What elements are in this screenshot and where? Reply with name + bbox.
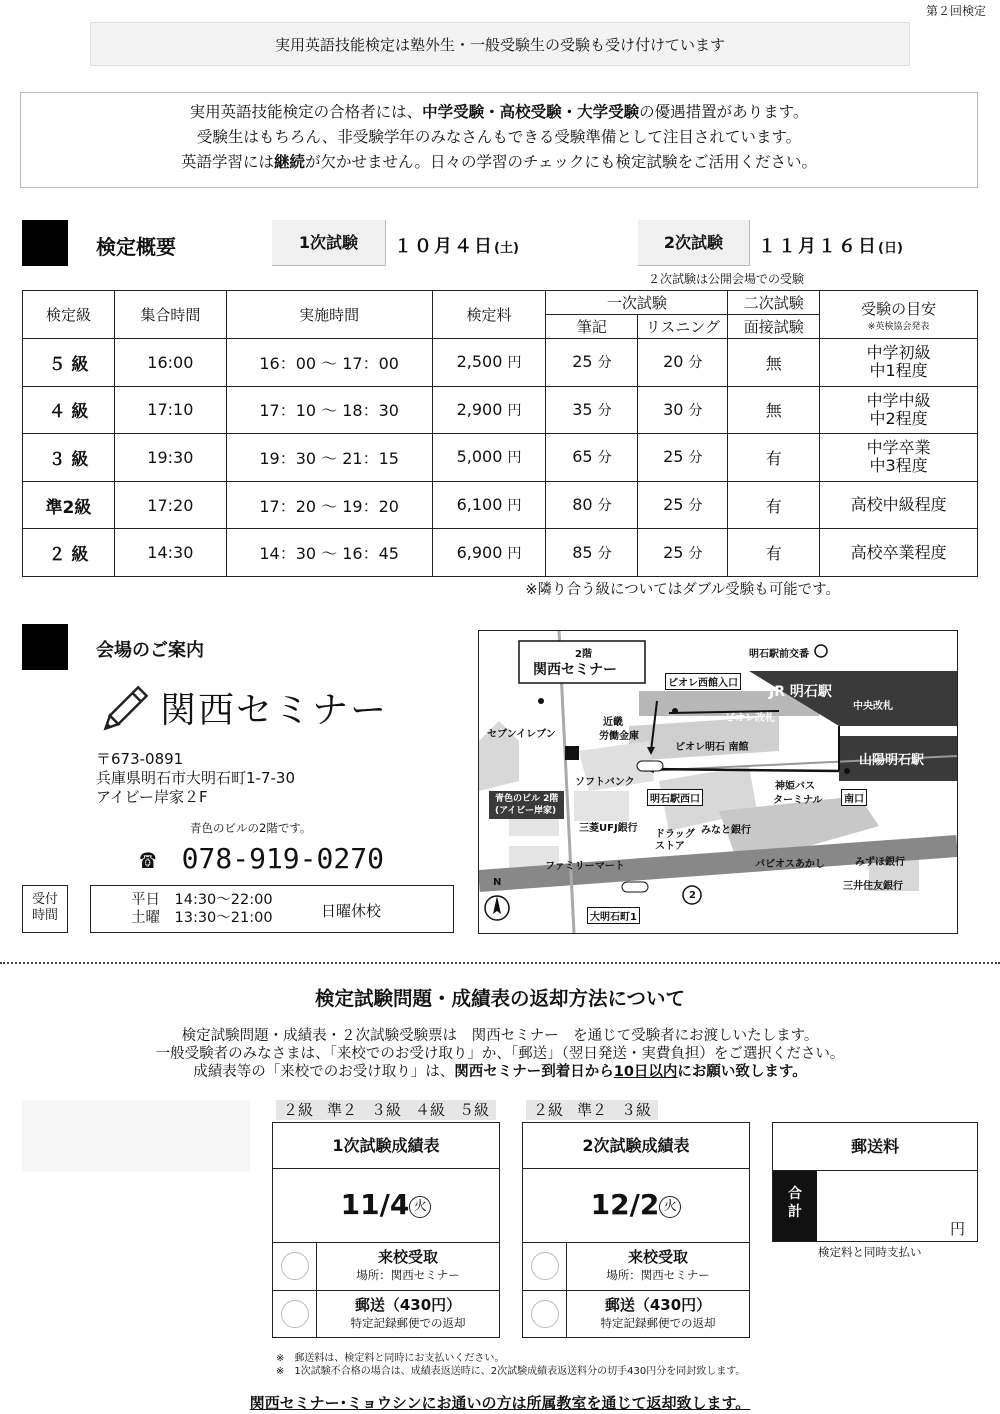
map-terminal: ターミナル — [773, 795, 823, 806]
table-row — [23, 339, 978, 387]
map-smbc: 三井住友銀行 — [843, 881, 903, 892]
exam1-label: 1次試験 — [272, 220, 386, 266]
map-blue-building: 青色のビル 2階 (アイビー岸家) — [489, 791, 564, 819]
cell-interview: 有 — [728, 529, 820, 577]
cell-target: 中学中級 中2程度 — [820, 386, 978, 434]
cell-time: 14：30 ～ 16：45 — [226, 529, 432, 577]
map-koban: 明石駅前交番 — [749, 649, 809, 660]
checkbox[interactable] — [523, 1243, 567, 1290]
map-drug1: ドラッグ — [655, 829, 695, 840]
card2-grades — [526, 1100, 658, 1120]
total-label: 合 計 — [773, 1171, 817, 1241]
header-gather: 集合時間 — [114, 291, 226, 339]
map-piole-west: ピオレ西館入口 — [665, 673, 741, 690]
exam-table-body — [23, 339, 978, 577]
yen-unit: 円 — [949, 1220, 965, 1238]
school-logo-text: 関西セミナー — [160, 690, 389, 731]
closed-day: 日曜休校 — [321, 902, 382, 920]
footnotes — [276, 1352, 745, 1378]
cell-interview: 無 — [728, 386, 820, 434]
exam-round: 第２回検定 — [925, 4, 986, 18]
map-seven-eleven: セブンイレブン — [487, 729, 556, 740]
map-rokin: 労働金庫 — [599, 731, 639, 742]
cell-written: 65 分 — [546, 434, 638, 482]
dotted-divider — [0, 962, 1000, 964]
cell-grade: ２ 級 — [23, 529, 115, 577]
cell-grade: ３ 級 — [23, 434, 115, 482]
phone-line — [140, 842, 384, 875]
cell-listening: 20 分 — [638, 339, 728, 387]
exam1-date: １０月４日(土) — [394, 236, 519, 257]
cell-target: 中学初級 中1程度 — [820, 339, 978, 387]
cell-target: 高校中級程度 — [820, 481, 978, 529]
map-jr-station: JR 明石駅 — [769, 684, 832, 700]
card2-option-mail[interactable]: 郵送（430円） 特定記録郵便での返却 — [523, 1290, 749, 1337]
header-interview: 面接試験 — [728, 315, 820, 339]
map-school: 関西セミナー — [533, 662, 617, 678]
map-central-gate: 中央改札 — [853, 701, 893, 712]
address-block — [96, 750, 295, 807]
postal-code: 〒673-0891 — [96, 750, 184, 768]
map-softbank: ソフトバンク — [575, 777, 635, 788]
checkbox[interactable] — [523, 1291, 567, 1337]
return-line-2: 一般受験者のみなさまは、「来校でのお受け取り」か、「郵送」（翌日発送・実費負担）をご選択ください。 — [155, 1046, 845, 1062]
map-route-num: 2 — [689, 890, 696, 901]
checkbox[interactable] — [273, 1243, 317, 1290]
map-piole-gate: ピオレ改札 — [725, 713, 775, 724]
cell-fee: 6,900 円 — [432, 529, 546, 577]
cell-written: 25 分 — [546, 339, 638, 387]
table-row — [23, 529, 978, 577]
map-nishiguchi: 明石駅西口 — [647, 789, 703, 806]
cell-grade: 準2級 — [23, 481, 115, 529]
table-row — [23, 481, 978, 529]
access-map — [478, 630, 958, 934]
header-written: 筆記 — [546, 315, 638, 339]
map-kinki: 近畿 — [603, 717, 623, 728]
street-address: 兵庫県明石市大明石町1-7-30 — [96, 769, 296, 787]
header-target: 受験の目安 ※英検協会発表 — [820, 291, 978, 339]
exam2-date: １１月１６日(日) — [758, 236, 903, 257]
return-line-3: 成績表等の「来校でのお受け取り」は、関西セミナー到着日から10日以内にお願い致します。 — [193, 1064, 807, 1080]
cell-fee: 2,500 円 — [432, 339, 546, 387]
header-first-exam: 一次試験 — [546, 291, 728, 315]
blank-field — [22, 1100, 250, 1172]
exam2-note: ２次試験は公開会場での受験 — [648, 272, 805, 286]
map-floor: 2階 — [575, 649, 592, 660]
map-route: 国道２号線 — [717, 897, 767, 908]
grade-tag: ３級 — [620, 1101, 651, 1119]
section-marker — [22, 624, 68, 670]
cell-gather: 14:30 — [114, 529, 226, 577]
intro-box — [20, 92, 978, 188]
cell-written: 80 分 — [546, 481, 638, 529]
telephone-icon: ☎ — [140, 845, 156, 875]
cell-interview: 有 — [728, 481, 820, 529]
exam-table — [22, 290, 978, 577]
cell-time: 17：10 ～ 18：30 — [226, 386, 432, 434]
card1-title: 1次試験成績表 — [273, 1123, 499, 1169]
map-shinki: 神姫バス — [775, 781, 815, 792]
intro-line-1: 実用英語技能検定の合格者には、中学受験・高校受験・大学受験の優遇措置があります。 — [189, 103, 809, 121]
cell-listening: 25 分 — [638, 529, 728, 577]
cell-gather: 17:10 — [114, 386, 226, 434]
table-row — [23, 386, 978, 434]
header-listening: リスニング — [638, 315, 728, 339]
cell-listening: 25 分 — [638, 434, 728, 482]
header-second-exam: 二次試験 — [728, 291, 820, 315]
grade-tag: ２級 — [532, 1101, 563, 1119]
header-time: 実施時間 — [226, 291, 432, 339]
notice-banner: 実用英語技能検定は塾外生・一般受験生の受験も受け付けています — [90, 22, 910, 66]
phone-number[interactable]: 078-919-0270 — [181, 842, 384, 875]
section-marker — [22, 220, 68, 266]
postage-box — [772, 1122, 978, 1242]
postage-note: 検定料と同時支払い — [818, 1245, 922, 1259]
cell-grade: ５ 級 — [23, 339, 115, 387]
overview-title: 検定概要 — [96, 235, 176, 259]
cell-fee: 6,100 円 — [432, 481, 546, 529]
return-text — [0, 1027, 1000, 1081]
card2-option-visit[interactable]: 来校受取 場所：関西セミナー — [523, 1243, 749, 1290]
hours-rows — [131, 891, 273, 927]
cell-gather: 17:20 — [114, 481, 226, 529]
card1-option-mail[interactable]: 郵送（430円） 特定記録郵便での返却 — [273, 1290, 499, 1337]
intro-line-2: 受験生はもちろん、非受験学年のみなさんもできる受験準備として注目されています。 — [196, 128, 802, 146]
cell-written: 85 分 — [546, 529, 638, 577]
cell-target: 高校卒業程度 — [820, 529, 978, 577]
bottom-notice: 関西セミナー･ミョウシンにお通いの方は所属教室を通じて返却致します。 — [249, 1394, 751, 1412]
cell-time: 16：00 ～ 17：00 — [226, 339, 432, 387]
intro-line-3: 英語学習には継続が欠かせません。日々の学習のチェックにも検定試験をご活用ください。 — [181, 153, 817, 171]
grade-tag: 準２ — [326, 1101, 357, 1119]
map-north: N — [493, 877, 502, 888]
map-sanyo-station: 山陽明石駅 — [859, 753, 925, 768]
grade-tag: ２級 — [282, 1101, 313, 1119]
cell-gather: 16:00 — [114, 339, 226, 387]
grade-tag: ４級 — [414, 1101, 445, 1119]
footnote-1: ※ 郵送料は、検定料と同時にお支払いください。 — [276, 1353, 505, 1364]
cell-fee: 5,000 円 — [432, 434, 546, 482]
card2-date: 12/2 火 — [523, 1169, 749, 1243]
double-exam-note: ※隣り合う級についてはダブル受験も可能です。 — [525, 582, 840, 598]
header-fee: 検定料 — [432, 291, 546, 339]
venue-title: 会場のご案内 — [96, 640, 204, 661]
map-mizuho: みずほ銀行 — [855, 857, 905, 868]
cell-gather: 19:30 — [114, 434, 226, 482]
grade-tag: ３級 — [370, 1101, 401, 1119]
cell-interview: 無 — [728, 339, 820, 387]
hours-saturday: 土曜 13:30～21:00 — [131, 910, 273, 926]
map-famima: ファミリーマート — [545, 861, 625, 872]
card1-date: 11/4 火 — [273, 1169, 499, 1243]
cell-written: 35 分 — [546, 386, 638, 434]
map-piole-south: ピオレ明石 南館 — [675, 742, 749, 753]
map-bus-stop: 大明石町1 — [587, 907, 640, 924]
cell-grade: ４ 級 — [23, 386, 115, 434]
card-first-exam — [272, 1122, 500, 1338]
hours-box — [90, 885, 454, 933]
header-grade: 検定級 — [23, 291, 115, 339]
pencil-icon — [96, 682, 152, 738]
postage-title: 郵送料 — [773, 1123, 977, 1171]
hours-label: 受付 時間 — [22, 885, 68, 933]
grade-tag: ５級 — [458, 1101, 489, 1119]
card1-grades — [276, 1100, 496, 1120]
building-name: アイビー岸家２F — [96, 788, 208, 806]
cell-target: 中学卒業 中3程度 — [820, 434, 978, 482]
cell-listening: 30 分 — [638, 386, 728, 434]
cell-time: 17：20 ～ 19：20 — [226, 481, 432, 529]
table-row — [23, 434, 978, 482]
cell-fee: 2,900 円 — [432, 386, 546, 434]
map-pavios: パピオスあかし — [755, 859, 825, 870]
footnote-2: ※ 1次試験不合格の場合は、成績表返送時に、2次試験成績表返送料分の切手430円分を同封致します。 — [276, 1366, 746, 1377]
hours-weekday: 平日 14:30～22:00 — [131, 892, 273, 908]
cell-interview: 有 — [728, 434, 820, 482]
card2-title: 2次試験成績表 — [523, 1123, 749, 1169]
map-minato-bank: みなと銀行 — [701, 825, 751, 836]
cell-listening: 25 分 — [638, 481, 728, 529]
map-minamiguchi: 南口 — [841, 789, 867, 806]
return-title: 検定試験問題・成績表の返却方法について — [314, 987, 686, 1010]
checkbox[interactable] — [273, 1291, 317, 1337]
cell-time: 19：30 ～ 21：15 — [226, 434, 432, 482]
map-drug2: ストア — [655, 841, 685, 852]
exam2-label: 2次試験 — [638, 220, 750, 266]
grade-tag: 準２ — [576, 1101, 607, 1119]
card1-option-visit[interactable]: 来校受取 場所：関西セミナー — [273, 1243, 499, 1290]
card-second-exam — [522, 1122, 750, 1338]
building-note: 青色のビルの2階です。 — [190, 821, 312, 835]
return-line-1: 検定試験問題・成績表・２次試験受験票は 関西セミナー を通じて受験者にお渡しいたします。 — [181, 1028, 819, 1044]
map-mufg: 三菱UFJ銀行 — [579, 823, 638, 834]
